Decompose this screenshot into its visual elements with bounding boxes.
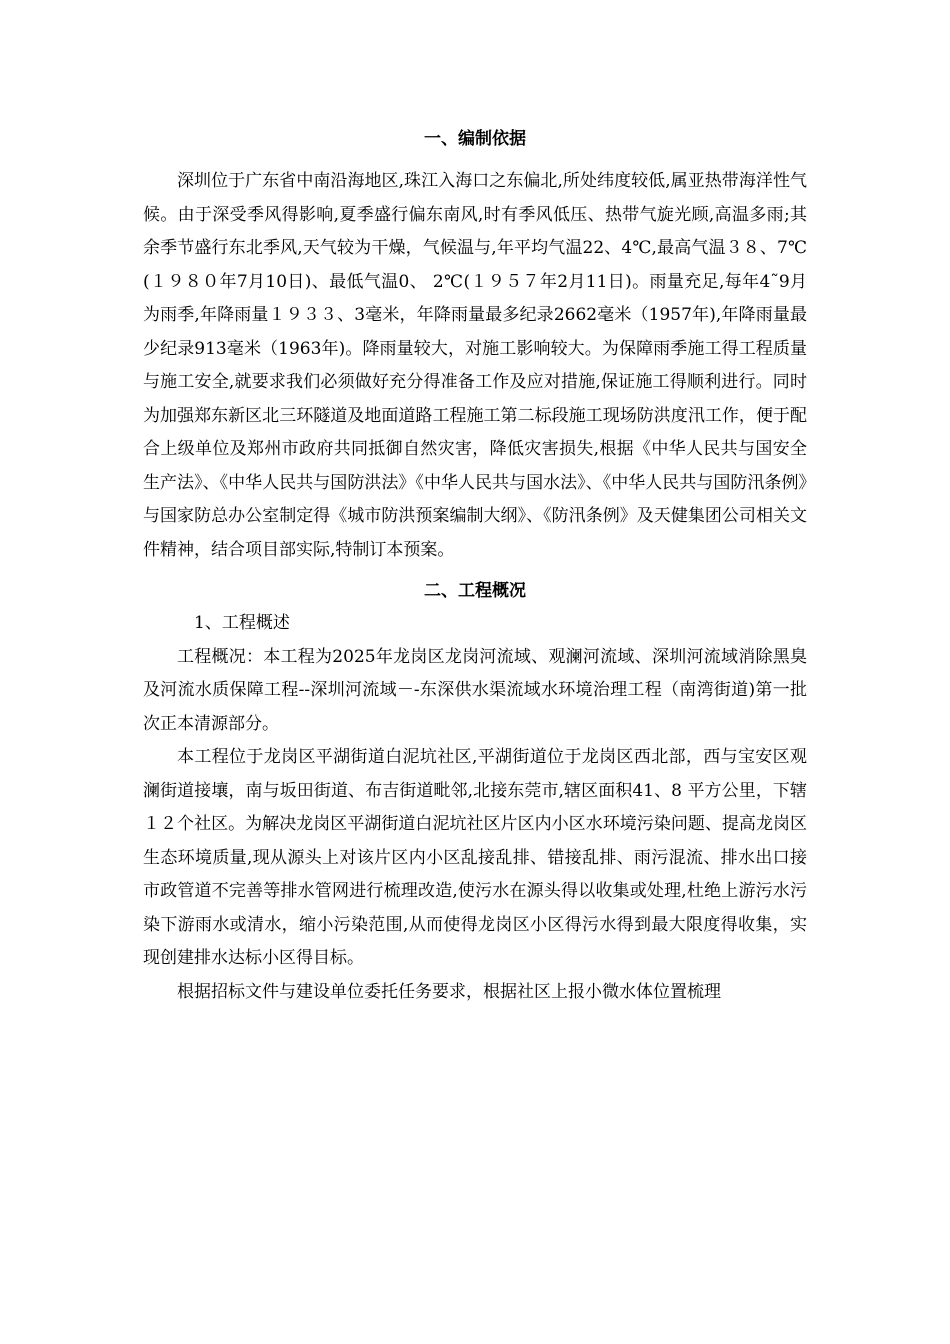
paragraph-project-overview: 工程概况：本工程为2025年龙岗区龙岗河流域、观澜河流域、深圳河流域消除黑臭及河流水质保障工程--深圳河流域－-东深供水渠流域水环境治理工程（南湾街道)第一批次正本清源部分。 (143, 646, 807, 734)
section-heading-basis: 一、编制依据 (424, 129, 526, 149)
subheading-project-summary: 1、工程概述 (194, 613, 290, 633)
paragraph-tender-requirements: 根据招标文件与建设单位委托任务要求，根据社区上报小微水体位置梳理 (177, 981, 721, 1002)
document-body (143, 123, 807, 1009)
paragraph-project-location: 本工程位于龙岗区平湖街道白泥坑社区,平湖街道位于龙岗区西北部，西与宝安区观澜街道接壤，南与坂田街道、布吉街道毗邻,北接东莞市,辖区面积41、8 平方公里，下辖１２个社区。为解决龙岗区平湖街道白泥坑社区片区内小区水环境污染问题、提高龙岗区生态环境质量,现从源头上对该片区内小区乱接乱排、错接乱排、雨污混流、排水出口接市政管道不完善等排水管网进行梳理改造,使污水在源头得以收集或处理,杜绝上游污水污染下游雨水或清水，缩小污染范围,从而使得龙岗区小区得污水得到最大限度得收集，实现创建排水达标小区得目标。 (143, 747, 807, 968)
paragraph-basis: 深圳位于广东省中南沿海地区,珠江入海口之东偏北,所处纬度较低,属亚热带海洋性气候。由于深受季风得影响,夏季盛行偏东南风,时有季风低压、热带气旋光顾,高温多雨;其余季节盛行东北季风,天气较为干燥，气候温与,年平均气温22、4℃,最高气温３８、7℃(１９８０年7月10日)、最低气温0、 2℃(１９５７年2月11日)。雨量充足,每年4˜9月为雨季,年降雨量１９３３、3毫米，年降雨量最多纪录2662毫米（1957年),年降雨量最少纪录913毫米（1963年)。降雨量较大，对施工影响较大。为保障雨季施工得工程质量与施工安全,就要求我们必须做好充分得准备工作及应对措施,保证施工得顺利进行。同时为加强郑东新区北三环隧道及地面道路工程施工第二标段施工现场防洪度汛工作，便于配合上级单位及郑州市政府共同抵御自然灾害，降低灾害损失,根据《中华人民共与国安全生产法》、《中华人民共与国防洪法》《中华人民共与国水法》、《中华人民共与国防汛条例》与国家防总办公室制定得《城市防洪预案编制大纲》、《防汛条例》及天健集团公司相关文件精神，结合项目部实际,特制订本预案。 (143, 171, 807, 560)
section-heading-overview: 二、工程概况 (424, 581, 526, 601)
